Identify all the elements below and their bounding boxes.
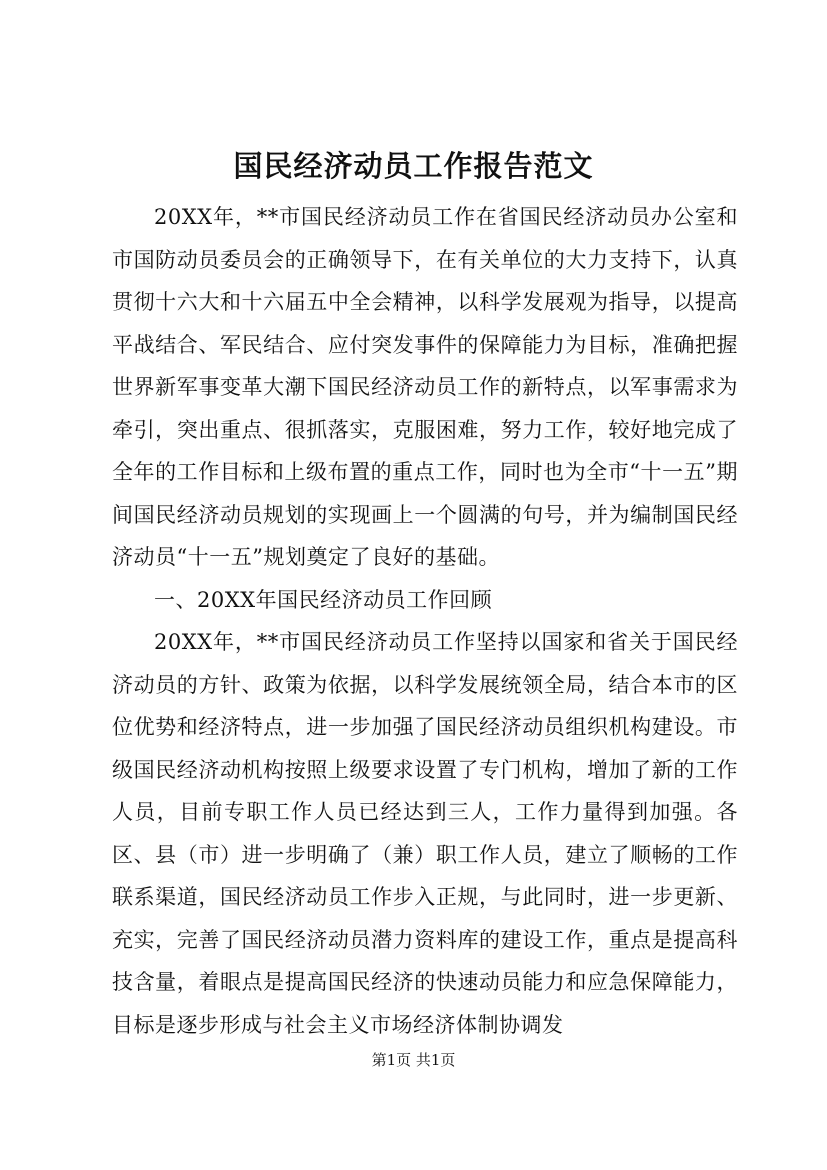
paragraph-intro: 20XX年，**市国民经济动员工作在省国民经济动员办公室和市国防动员委员会的正确领导下，在有关单位的大力支持下，认真贯彻十六大和十六届五中全会精神，以科学发展观为指导，以提高平战结合、军民结合、应付突发事件的保障能力为目标，准确把握世界新军事变革大潮下国民经济动员工作的新特点，以军事需求为牵引，突出重点、很抓落实，克服困难，努力工作，较好地完成了全年的工作目标和上级布置的重点工作，同时也为全市“十一五”期间国民经济动员规划的实现画上一个圆满的句号，并为编制国民经济动员“十一五”规划奠定了良好的基础。 — [112, 205, 738, 569]
document-title: 国民经济动员工作报告范文 — [233, 149, 594, 183]
section-heading: 一、20XX年国民经济动员工作回顾 — [154, 587, 493, 612]
document-body — [112, 196, 738, 1046]
paragraph-review: 20XX年，**市国民经济动员工作坚持以国家和省关于国民经济动员的方针、政策为依据，以科学发展统领全局，结合本市的区位优势和经济特点，进一步加强了国民经济动员组织机构建设。市级国民经济动机构按照上级要求设置了专门机构，增加了新的工作人员，目前专职工作人员已经达到三人，工作力量得到加强。各区、县（市）进一步明确了（兼）职工作人员，建立了顺畅的工作联系渠道，国民经济动员工作步入正规，与此同时，进一步更新、充实，完善了国民经济动员潜力资料库的建设工作，重点是提高科技含量，着眼点是提高国民经济的快速动员能力和应急保障能力，目标是逐步形成与社会主义市场经济体制协调发 — [112, 630, 738, 1037]
page-footer: 第1页 共1页 — [371, 1051, 456, 1069]
